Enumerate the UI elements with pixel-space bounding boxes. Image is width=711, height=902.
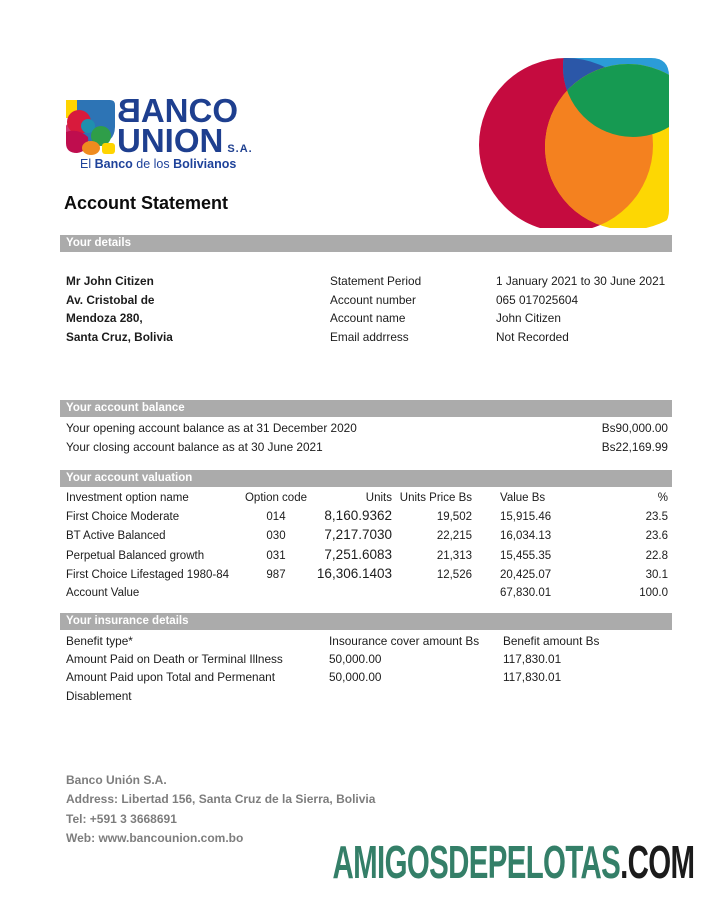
circles-decoration	[470, 57, 670, 233]
col-header-insurance-cover-amount: Insourance cover amount Bs	[329, 634, 480, 648]
valuation-table	[66, 489, 668, 602]
brand-line-banco: BANCO	[117, 92, 239, 129]
table-row: First Choice Moderate 014 8,160.9362 19,502 15,915.46 23.5	[66, 508, 668, 524]
insurance-table	[66, 632, 668, 705]
circles-decoration-graphic	[470, 57, 670, 233]
account-balance-rows	[60, 419, 672, 457]
footer-phone: Tel: +591 3 3668691	[66, 811, 177, 826]
valuation-header-row	[66, 489, 668, 507]
table-row: First Choice Lifestaged 1980-84 987 16,306.1403 12,526 20,425.07 30.1	[66, 565, 668, 581]
col-header-percent: %	[657, 492, 668, 504]
field-label-statement-period: Statement Period	[330, 274, 422, 288]
closing-balance-row	[66, 438, 668, 457]
section-header-your-details: Your details	[60, 235, 672, 252]
field-value-statement-period: 1 January 2021 to 30 June 2021	[496, 274, 666, 288]
table-row: BT Active Balanced 030 7,217.7030 22,215 16,034.13 23.6	[66, 527, 668, 543]
footer-address: Address: Libertad 156, Santa Cruz de la Sierra, Bolivia	[66, 792, 376, 807]
page-title: Account Statement	[64, 193, 229, 213]
col-header-value: Value Bs	[500, 492, 546, 504]
details-field-labels	[330, 272, 421, 346]
brand-wordmark	[117, 92, 253, 164]
col-header-benefit-amount: Benefit amount Bs	[503, 634, 600, 648]
field-label-account-name: Account name	[330, 311, 406, 326]
section-header-account-balance: Your account balance	[60, 400, 672, 417]
address-line: Mendoza 280,	[66, 311, 143, 326]
watermark	[332, 835, 694, 889]
field-value-account-name: John Citizen	[496, 311, 561, 326]
closing-balance-amount: Bs22,169.99	[601, 440, 668, 454]
field-value-email-address: Not Recorded	[496, 329, 569, 344]
brand-line-union: UNION S.A.	[117, 122, 253, 159]
watermark-site-name: AMIGOSDEPELOTAS	[332, 836, 620, 888]
opening-balance-amount: Bs90,000.00	[601, 421, 668, 435]
account-value-amount: 67,830.01	[500, 587, 552, 600]
table-row: Perpetual Balanced growth 031 7,251.6083 21,313 15,455.35 22.8	[66, 546, 668, 562]
col-header-units: Units	[365, 492, 392, 504]
watermark-tld: .COM	[619, 836, 694, 888]
section-header-insurance-details: Your insurance details	[60, 613, 672, 630]
account-value-percent: 100.0	[639, 587, 668, 600]
footer-website: Web: www.bancounion.com.bo	[66, 830, 244, 845]
table-row: Amount Paid on Death or Terminal Illness 50,000.00 117,830.01	[66, 652, 562, 667]
address-line: Mr John Citizen	[66, 274, 154, 288]
table-row: Amount Paid upon Total and Permenant Disablement 50,000.00 117,830.01	[66, 670, 562, 703]
insurance-header-row	[66, 632, 668, 650]
opening-balance-row	[66, 419, 668, 438]
details-field-values	[496, 272, 665, 346]
bank-contact-footer	[66, 771, 375, 848]
field-label-email-address: Email addrress	[330, 329, 409, 344]
brand-suffix: S.A.	[227, 143, 253, 155]
address-line: Santa Cruz, Bolivia	[66, 329, 173, 344]
field-label-account-number: Account number	[330, 292, 416, 307]
brand-tagline: El Banco de los Bolivianos	[80, 157, 237, 171]
col-header-benefit-type: Benefit type*	[66, 634, 133, 648]
closing-balance-label: Your closing account balance as at 30 June 2021	[66, 440, 323, 454]
banco-union-kaleidoscope-icon	[66, 99, 115, 155]
opening-balance-label: Your opening account balance as at 31 December 2020	[66, 421, 357, 435]
field-value-account-number: 065 017025604	[496, 292, 579, 307]
customer-address-block	[66, 272, 173, 346]
col-header-units-price: Units Price Bs	[399, 492, 472, 504]
section-header-account-valuation: Your account valuation	[60, 470, 672, 487]
footer-bank-name: Banco Unión S.A.	[66, 773, 167, 787]
col-header-option-code: Option code	[244, 492, 307, 504]
valuation-total-row	[66, 584, 668, 602]
account-value-label: Account Value	[66, 587, 140, 600]
col-header-investment-option-name: Investment option name	[66, 492, 189, 504]
address-line: Av. Cristobal de	[66, 292, 155, 307]
